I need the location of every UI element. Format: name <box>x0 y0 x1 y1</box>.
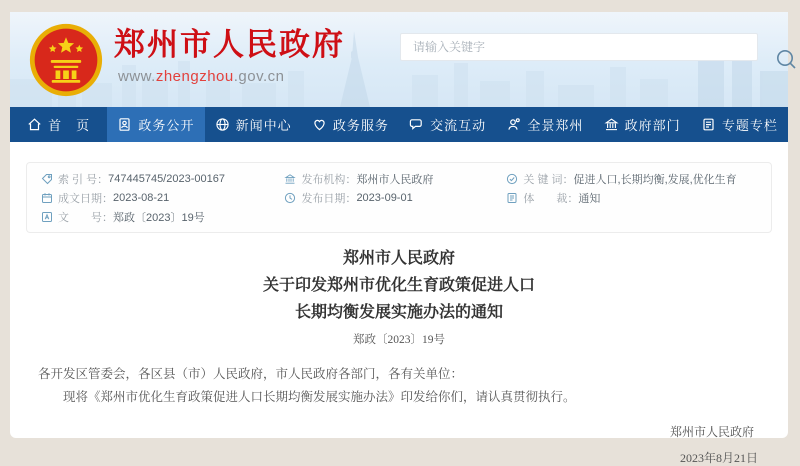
home-icon <box>27 117 42 132</box>
nav-label: 政务公开 <box>138 118 195 133</box>
nav-item-interaction[interactable] <box>399 107 496 142</box>
clock-icon <box>284 192 296 204</box>
meta-value: 2023-08-21 <box>113 191 170 204</box>
meta-row-keywords <box>506 169 757 188</box>
meta-label: 关 键 词： <box>523 173 574 186</box>
site-header <box>10 12 788 107</box>
meta-value: 郑政〔2023〕19号 <box>113 211 205 224</box>
national-emblem-icon <box>28 22 104 98</box>
signature-name: 郑州市人民政府 <box>669 425 754 439</box>
nav-label: 政府部门 <box>624 118 681 133</box>
sheet-icon <box>506 192 518 204</box>
globe-icon <box>215 117 230 132</box>
meta-row-genre <box>506 188 757 207</box>
page-card <box>10 12 788 465</box>
url-domain: zhengzhou <box>155 68 234 85</box>
document-title-line: 郑州市人民政府 <box>342 250 455 267</box>
meta-row-index-number <box>41 169 284 188</box>
document-title-line: 长期均衡发展实施办法的通知 <box>294 304 503 321</box>
meta-row-doc-number <box>41 207 284 226</box>
meta-value: 郑州市人民政府 <box>356 173 434 186</box>
document-number: 郑政〔2023〕19号 <box>353 334 445 346</box>
nav-item-news[interactable] <box>205 107 302 142</box>
check-circle-icon <box>506 173 518 185</box>
list-doc-icon <box>701 117 716 132</box>
nav-item-services[interactable] <box>302 107 399 142</box>
search-input[interactable] <box>401 34 757 60</box>
nav-label: 专题专栏 <box>721 118 778 133</box>
url-www: www. <box>118 68 156 85</box>
bank-icon <box>604 117 619 132</box>
nav-item-special-columns[interactable] <box>691 107 788 142</box>
document-title-line: 关于印发郑州市优化生育政策促进人口 <box>262 277 535 294</box>
meta-label: 文 号： <box>58 211 113 224</box>
signature-date: 2023年8月21日 <box>679 451 758 465</box>
document-title <box>10 245 788 326</box>
search-icon[interactable] <box>775 48 797 70</box>
main-nav <box>10 107 788 142</box>
bank-icon <box>284 173 296 185</box>
meta-value: 通知 <box>578 192 601 205</box>
nav-item-home[interactable] <box>10 107 107 142</box>
search-box <box>400 33 758 61</box>
meta-value: 2023-09-01 <box>356 191 413 204</box>
url-suffix: .gov.cn <box>233 68 285 85</box>
heart-icon <box>312 117 327 132</box>
meta-value: 747445745/2023-00167 <box>108 172 225 185</box>
signature-block <box>10 423 768 466</box>
meta-label: 索 引 号： <box>58 173 109 186</box>
chat-icon <box>409 117 424 132</box>
document-body <box>38 363 758 409</box>
tag-icon <box>41 173 53 185</box>
id-card-icon <box>117 117 132 132</box>
calendar-icon <box>41 192 53 204</box>
person-icon <box>506 117 521 132</box>
salutation-line: 各开发区管委会，各区县（市）人民政府，市人民政府各部门，各有关单位： <box>38 367 464 381</box>
meta-label: 发布日期： <box>301 192 357 205</box>
meta-row-date-published <box>284 188 506 207</box>
meta-column-left <box>41 169 284 226</box>
nav-item-panorama[interactable] <box>496 107 593 142</box>
nav-item-departments[interactable] <box>594 107 691 142</box>
meta-label: 成文日期： <box>58 192 113 205</box>
doc-a-icon <box>41 211 53 223</box>
meta-label: 发布机构： <box>301 173 357 186</box>
nav-label: 新闻中心 <box>235 118 292 133</box>
nav-label: 全景郑州 <box>527 118 584 133</box>
meta-column-middle <box>284 169 506 226</box>
nav-label: 政务服务 <box>332 118 389 133</box>
nav-label: 首 页 <box>48 118 91 133</box>
meta-value: 促进人口,长期均衡,发展,优化生育 <box>573 173 737 186</box>
site-title-block <box>114 22 345 85</box>
site-name: 郑州市人民政府 <box>114 27 345 62</box>
site-url <box>118 68 345 85</box>
site-logo[interactable] <box>28 22 345 98</box>
meta-column-right <box>506 169 757 226</box>
meta-label: 体 裁： <box>523 192 579 205</box>
nav-item-gov-affairs[interactable] <box>107 107 204 142</box>
meta-row-agency <box>284 169 506 188</box>
body-paragraph: 现将《郑州市优化生育政策促进人口长期均衡发展实施办法》印发给你们，请认真贯彻执行。 <box>63 390 576 404</box>
meta-row-date-written <box>41 188 284 207</box>
document-meta-panel <box>26 162 772 233</box>
nav-label: 交流互动 <box>430 118 487 133</box>
